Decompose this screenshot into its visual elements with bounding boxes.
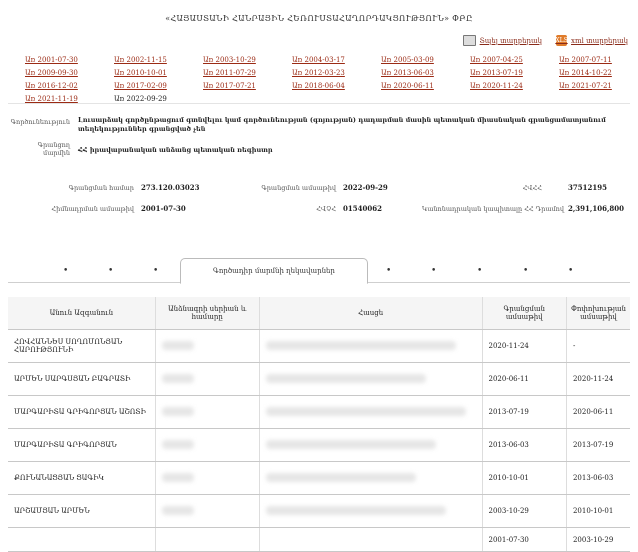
date-link[interactable]: Առ 2013-06-03 — [381, 69, 434, 77]
cell-passport — [155, 396, 259, 429]
capital-value: 2,391,106,800 — [568, 204, 625, 213]
date-link[interactable]: Առ 2021-11-19 — [25, 95, 78, 103]
tab-dot[interactable]: • — [477, 266, 483, 276]
cell-change-date: 2013-07-19 — [566, 429, 630, 462]
founded-value: 2001-07-30 — [141, 204, 186, 213]
reg-date-label: Գրանցման ամսաթիվ — [261, 184, 336, 192]
founded-label: Հիմնադրման ամսաթիվ — [51, 205, 134, 213]
registrar-value: ՀՀ իրավաբանական անձանց պետական ռեգիստր — [78, 146, 273, 154]
table-row — [8, 396, 630, 429]
cell-name — [8, 528, 155, 552]
table-header-row — [8, 297, 630, 330]
date-link[interactable]: Առ 2004-03-17 — [292, 56, 345, 64]
cell-reg-date: 2001-07-30 — [482, 528, 566, 552]
date-history-list — [25, 55, 625, 105]
col-change-date-header: Փոփոխության ամսաթիվ — [566, 297, 630, 330]
table-row — [8, 528, 630, 552]
cell-address — [259, 363, 482, 396]
reg-date-value: 2022-09-29 — [343, 183, 388, 192]
date-link[interactable]: Առ 2017-02-09 — [114, 82, 167, 90]
date-current: Առ 2022-09-29 — [114, 95, 167, 103]
date-link[interactable]: Առ 2014-10-22 — [559, 69, 612, 77]
cell-name: ԱՐՄԵՆ ՍԱՐԳՍՅԱՆ ԲԱԳՐԱՏԻ — [8, 363, 155, 396]
excel-link[interactable] — [556, 35, 628, 46]
date-link[interactable]: Առ 2003-10-29 — [203, 56, 256, 64]
reg-no-label: Գրանցման համար — [68, 184, 134, 192]
hvhh-value: 37512195 — [568, 183, 607, 192]
print-label: Տպել տարբերակ — [479, 36, 543, 45]
col-address-header: Հասցե — [259, 297, 482, 330]
cell-name: ՀՈՎՀԱՆՆԵՍ ՍՈՂՈՄՈՆՅԱՆ ՀԱՐՈՒԹՅՈՒՆԻ — [8, 330, 155, 363]
redacted-passport — [162, 473, 194, 482]
cell-address — [259, 330, 482, 363]
tab-dot[interactable]: • — [386, 266, 392, 276]
tab-executive-heads[interactable]: Գործադիր մարմնի ղեկավարներ — [180, 258, 368, 284]
reg-no-value: 273.120.03023 — [141, 183, 200, 192]
capital-label: Կանոնադրական կապիտալը ՀՀ Դրամով — [421, 205, 564, 213]
cell-change-date: 2013-06-03 — [566, 462, 630, 495]
table-row — [8, 429, 630, 462]
date-link[interactable]: Առ 2007-04-25 — [470, 56, 523, 64]
cell-reg-date: 2013-07-19 — [482, 396, 566, 429]
cell-address — [259, 528, 482, 552]
hvch-value: 01540062 — [343, 204, 382, 213]
cell-passport — [155, 495, 259, 528]
cell-change-date: 2020-06-11 — [566, 396, 630, 429]
hvch-label: ՀՎՉՀ — [316, 205, 336, 213]
col-name-header: Անուն Ազգանուն — [8, 297, 155, 330]
table-row — [8, 363, 630, 396]
cell-passport — [155, 429, 259, 462]
date-link[interactable]: Առ 2002-11-15 — [114, 56, 167, 64]
date-link[interactable]: Առ 2021-07-21 — [559, 82, 612, 90]
date-link[interactable]: Առ 2010-10-01 — [114, 69, 167, 77]
date-link[interactable]: Առ 2013-07-19 — [470, 69, 523, 77]
activity-label: Գործունեություն — [10, 118, 70, 126]
tab-dot[interactable]: • — [108, 266, 114, 276]
date-link[interactable]: Առ 2009-09-30 — [25, 69, 78, 77]
table-row — [8, 330, 630, 363]
date-link[interactable]: Առ 2005-03-09 — [381, 56, 434, 64]
date-link[interactable]: Առ 2007-07-11 — [559, 56, 612, 64]
cell-reg-date: 2013-06-03 — [482, 429, 566, 462]
cell-reg-date: 2020-11-24 — [482, 330, 566, 363]
cell-address — [259, 396, 482, 429]
redacted-address — [266, 407, 466, 416]
date-link[interactable]: Առ 2017-07-21 — [203, 82, 256, 90]
cell-address — [259, 429, 482, 462]
redacted-address — [266, 473, 416, 482]
date-link[interactable]: Առ 2016-12-02 — [25, 82, 78, 90]
cell-change-date: 2003-10-29 — [566, 528, 630, 552]
cell-address — [259, 462, 482, 495]
date-link[interactable]: Առ 2020-11-24 — [470, 82, 523, 90]
col-passport-header: Անձնագրի սերիան և համարը — [155, 297, 259, 330]
tab-dot[interactable]: • — [523, 266, 529, 276]
export-toolbar — [463, 35, 628, 46]
redacted-passport — [162, 407, 194, 416]
cell-change-date: 2020-11-24 — [566, 363, 630, 396]
redacted-passport — [162, 341, 194, 350]
hvhh-label: ՀՎՀՀ — [522, 184, 542, 192]
redacted-passport — [162, 374, 194, 383]
cell-passport — [155, 330, 259, 363]
cell-reg-date: 2010-10-01 — [482, 462, 566, 495]
redacted-address — [266, 341, 456, 350]
date-link[interactable]: Առ 2011-07-29 — [203, 69, 256, 77]
tab-bar — [8, 258, 630, 283]
redacted-passport — [162, 506, 194, 515]
print-link[interactable] — [463, 35, 542, 46]
activity-value: Լուսարձակ գործընթացում գտնվելու կամ գործունեության (գոյության) դադարման մասին պետական միասնական գրանցամատյանում տեղեկություններ գրանցված չեն — [78, 116, 606, 133]
col-reg-date-header: Գրանցման ամսաթիվ — [482, 297, 566, 330]
redacted-address — [266, 440, 436, 449]
cell-change-date: 2010-10-01 — [566, 495, 630, 528]
date-link[interactable]: Առ 2001-07-30 — [25, 56, 78, 64]
tab-dot[interactable]: • — [431, 266, 437, 276]
page-title: «ՀԱՅԱՍՏԱՆԻ ՀԱՆՐԱՅԻՆ ՀԵՌՈՒՍՏԱՀԱՂՈՐԴԱԿՑՈՒԹՅՈՒՆ» ՓԲԸ — [165, 14, 473, 23]
cell-name: ՔՈՒՆԱՆԱՑՅԱՆ ՑԱԳԻԿ — [8, 462, 155, 495]
redacted-address — [266, 374, 426, 383]
table-row — [8, 495, 630, 528]
redacted-address — [266, 506, 446, 515]
cell-name: ԱՐՇԱՄՅԱՆ ԱՐՄԵՆ — [8, 495, 155, 528]
registrar-label: Գրանցող մարմին — [37, 141, 70, 157]
tab-dot[interactable]: • — [153, 266, 159, 276]
cell-name: ՄԱՐԳԱՐԻՏԱ ԳՐԻԳՈՐՅԱՆ — [8, 429, 155, 462]
date-link[interactable]: Առ 2018-06-04 — [292, 82, 345, 90]
date-link[interactable]: Առ 2020-06-11 — [381, 82, 434, 90]
cell-passport — [155, 363, 259, 396]
tab-dot[interactable]: • — [568, 266, 574, 276]
cell-reg-date: 2020-06-11 — [482, 363, 566, 396]
executives-table — [8, 297, 630, 552]
cell-address — [259, 495, 482, 528]
cell-passport — [155, 462, 259, 495]
divider — [8, 103, 630, 104]
date-link[interactable]: Առ 2012-03-23 — [292, 69, 345, 77]
cell-passport — [155, 528, 259, 552]
redacted-passport — [162, 440, 194, 449]
cell-name: ՄԱՐԳԱՐԻՏԱ ԳՐԻԳՈՐՅԱՆ ԱՇՈՏԻ — [8, 396, 155, 429]
cell-reg-date: 2003-10-29 — [482, 495, 566, 528]
printer-icon — [463, 35, 476, 46]
excel-icon: XLS — [555, 37, 568, 44]
excel-label: xml տարբերակ — [571, 36, 628, 45]
table-row — [8, 462, 630, 495]
tab-dot[interactable]: • — [63, 266, 69, 276]
cell-change-date: - — [566, 330, 630, 363]
